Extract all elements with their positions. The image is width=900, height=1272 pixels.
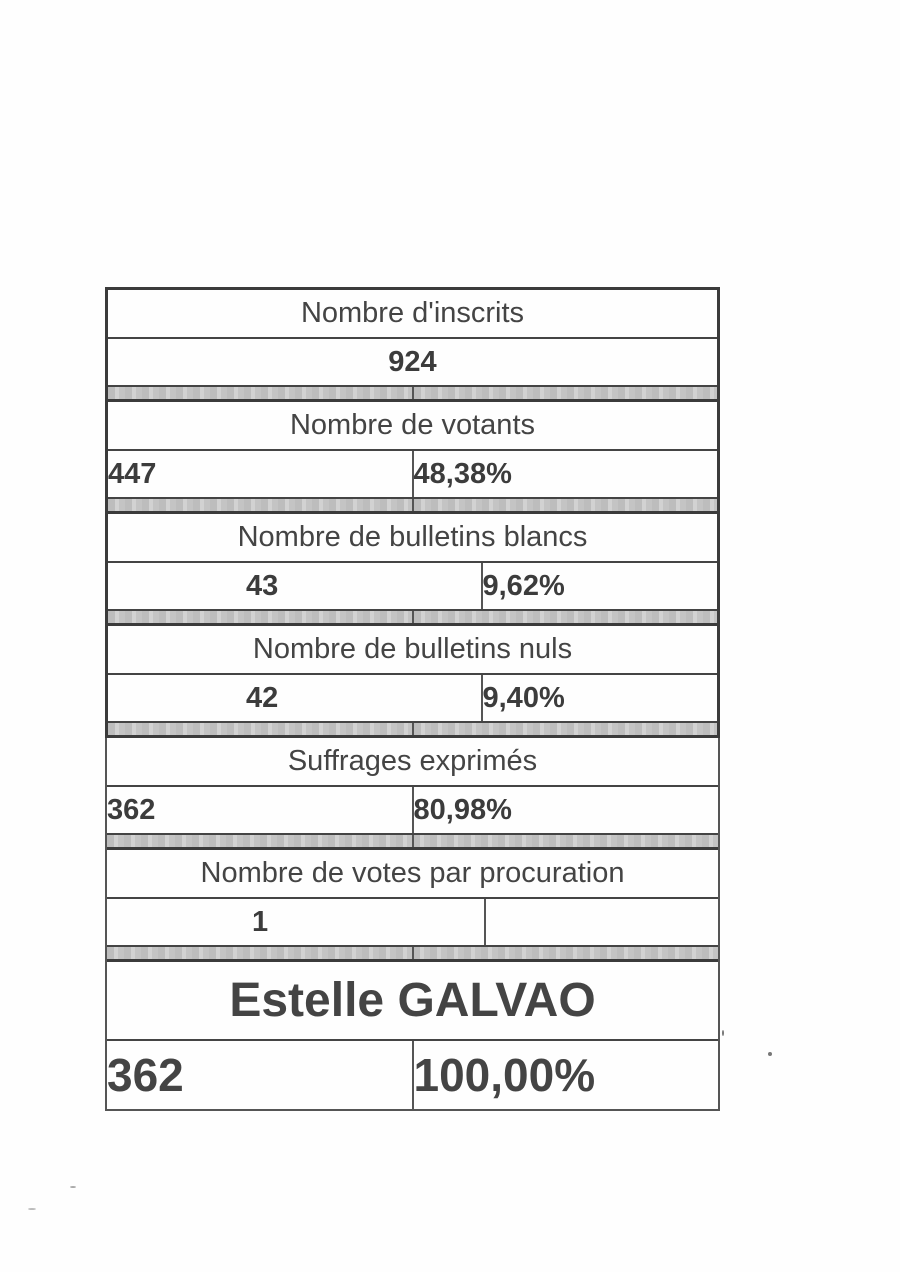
scan-speck (722, 1030, 724, 1036)
row-inscrits-value (108, 339, 717, 387)
separator (108, 611, 717, 626)
value-exprimes: 362 (107, 793, 156, 826)
separator (107, 947, 718, 962)
percent-procuration (484, 899, 718, 945)
percent-exprimes: 80,98% (412, 787, 719, 833)
label-procuration: Nombre de votes par procuration (200, 857, 625, 889)
value-nuls: 42 (246, 681, 279, 714)
row-votants-label (108, 402, 717, 451)
value-inscrits: 924 (388, 345, 437, 378)
separator (107, 835, 718, 850)
row-nuls-value (108, 675, 717, 723)
separator (108, 387, 717, 402)
row-blancs-value (108, 563, 717, 611)
row-exprimes-label (107, 738, 718, 787)
label-nuls: Nombre de bulletins nuls (252, 633, 573, 665)
results-table-upper (105, 287, 720, 738)
row-votants-value (108, 451, 717, 499)
label-blancs: Nombre de bulletins blancs (237, 521, 588, 553)
label-votants: Nombre de votants (289, 409, 535, 441)
row-exprimes-value (107, 787, 718, 835)
candidate-name: Estelle GALVAO (229, 974, 596, 1027)
row-procuration-value (107, 899, 718, 947)
value-votants: 447 (108, 457, 157, 490)
candidate-votes: 362 (107, 1049, 184, 1101)
scan-speck (768, 1052, 772, 1056)
scan-speck (28, 1208, 36, 1210)
row-procuration-label (107, 850, 718, 899)
percent-votants: 48,38% (412, 451, 718, 497)
percent-blancs: 9,62% (481, 563, 718, 609)
percent-nuls: 9,40% (481, 675, 718, 721)
row-candidate-name (107, 962, 718, 1041)
separator (108, 723, 717, 738)
row-inscrits-label (108, 290, 717, 339)
row-nuls-label (108, 626, 717, 675)
row-candidate-result (107, 1041, 718, 1109)
candidate-percent: 100,00% (412, 1041, 719, 1109)
label-inscrits: Nombre d'inscrits (300, 297, 525, 329)
value-blancs: 43 (246, 569, 279, 602)
scan-speck (70, 1186, 76, 1188)
row-blancs-label (108, 514, 717, 563)
separator (108, 499, 717, 514)
label-exprimes: Suffrages exprimés (287, 745, 538, 777)
value-procuration: 1 (252, 905, 269, 938)
results-sheet (105, 287, 720, 1111)
results-table-lower (105, 738, 720, 1111)
